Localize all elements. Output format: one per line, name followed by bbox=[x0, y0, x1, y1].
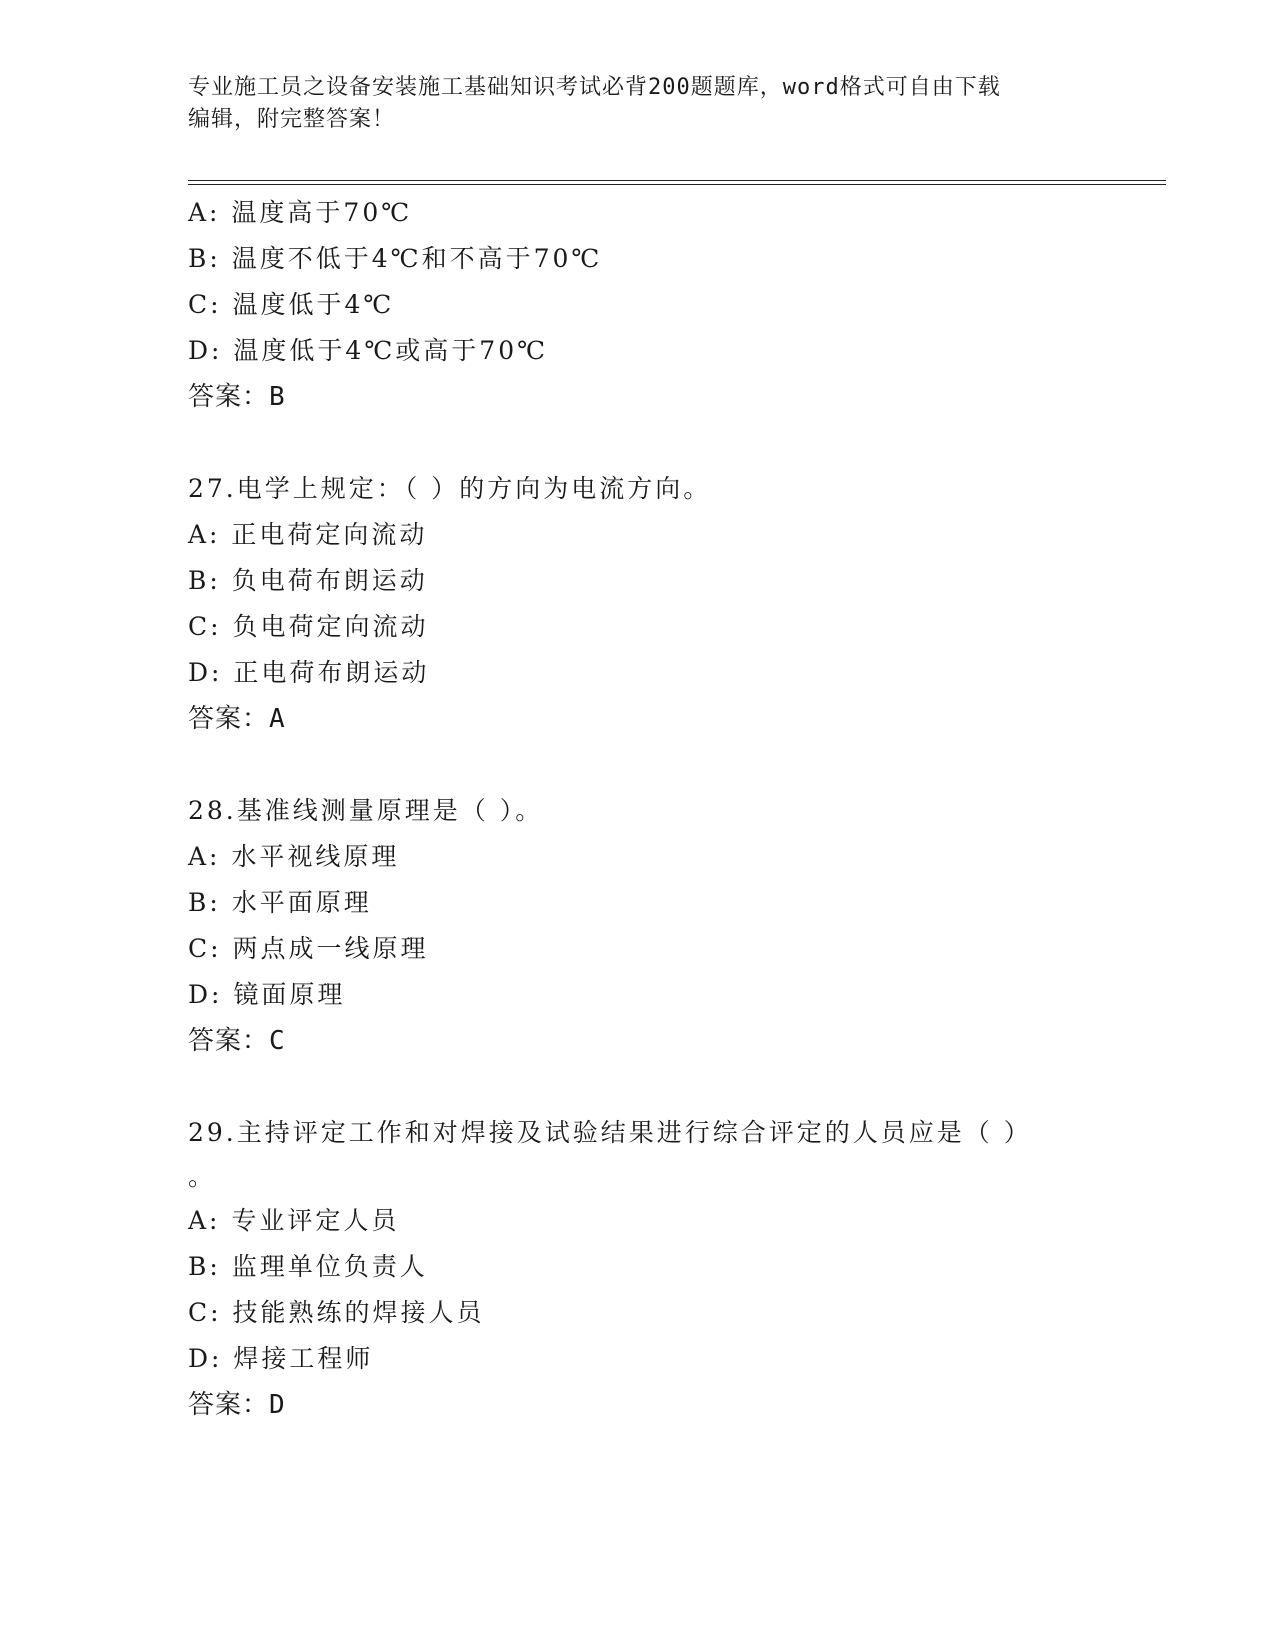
question-stem-continuation: 。 bbox=[188, 1162, 217, 1191]
option-c: C: 负电荷定向流动 bbox=[188, 612, 429, 641]
option-d: D: 焊接工程师 bbox=[188, 1344, 374, 1373]
header-divider-top bbox=[188, 180, 1166, 181]
spacer bbox=[188, 420, 1148, 466]
question-list bbox=[188, 190, 1148, 1428]
option-b: B: 负电荷布朗运动 bbox=[188, 566, 428, 595]
header-divider-bottom bbox=[188, 184, 1166, 185]
header-line-2: 编辑，附完整答案！ bbox=[188, 107, 396, 132]
header-line-1: 专业施工员之设备安装施工基础知识考试必背200题题库，word格式可自由下载 bbox=[188, 75, 1001, 100]
spacer bbox=[188, 1064, 1148, 1110]
answer: 答案：D bbox=[188, 1390, 286, 1420]
option-b: B: 监理单位负责人 bbox=[188, 1252, 428, 1281]
question-stem: 29.主持评定工作和对焊接及试验结果进行综合评定的人员应是（ ） bbox=[188, 1118, 1032, 1147]
question-stem: 28.基准线测量原理是（ ）。 bbox=[188, 796, 544, 825]
option-b: B: 温度不低于4℃和不高于70℃ bbox=[188, 244, 603, 273]
document-header bbox=[188, 72, 1088, 136]
option-a: A: 温度高于70℃ bbox=[188, 198, 413, 227]
option-c: C: 技能熟练的焊接人员 bbox=[188, 1298, 485, 1327]
question-29 bbox=[188, 1110, 1148, 1428]
option-c: C: 两点成一线原理 bbox=[188, 934, 429, 963]
option-c: C: 温度低于4℃ bbox=[188, 290, 395, 319]
option-d: D: 镜面原理 bbox=[188, 980, 346, 1009]
spacer bbox=[188, 742, 1148, 788]
question-28 bbox=[188, 788, 1148, 1064]
answer: 答案：C bbox=[188, 1026, 286, 1056]
option-a: A: 专业评定人员 bbox=[188, 1206, 400, 1235]
question-27 bbox=[188, 466, 1148, 742]
option-a: A: 正电荷定向流动 bbox=[188, 520, 428, 549]
option-d: D: 温度低于4℃或高于70℃ bbox=[188, 336, 549, 365]
option-a: A: 水平视线原理 bbox=[188, 842, 400, 871]
question-26 bbox=[188, 190, 1148, 420]
answer: 答案：B bbox=[188, 382, 286, 412]
option-d: D: 正电荷布朗运动 bbox=[188, 658, 430, 687]
answer: 答案：A bbox=[188, 704, 286, 734]
option-b: B: 水平面原理 bbox=[188, 888, 372, 917]
question-stem: 27.电学上规定：（ ）的方向为电流方向。 bbox=[188, 474, 712, 503]
